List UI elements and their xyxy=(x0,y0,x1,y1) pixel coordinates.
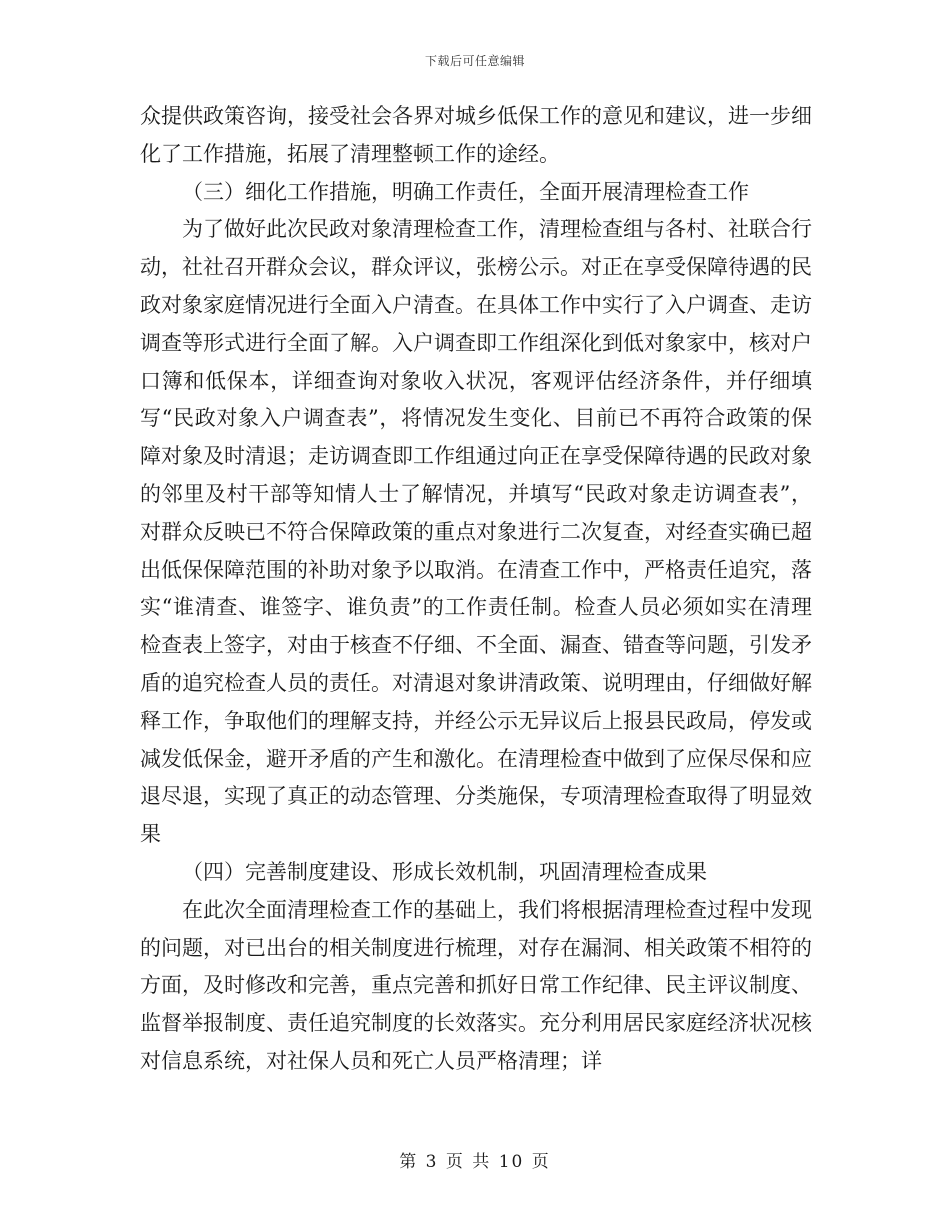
page-header: 下载后可任意编辑 xyxy=(424,54,525,68)
paragraph-continuation: 众提供政策咨询，接受社会各界对城乡低保工作的意见和建议，进一步细化了工作措施，拓展了清理整顿工作的途经。 xyxy=(140,104,812,166)
section-heading-four: （四）完善制度建设、形成长效机制，巩固清理检查成果 xyxy=(182,859,707,884)
paragraph-system-building: 在此次全面清理检查工作的基础上，我们将根据清理检查过程中发现的问题，对已出台的相关制度进行梳理，对存在漏洞、相关政策不相符的方面，及时修改和完善，重点完善和抓好日常工作纪律、民主评议制度、监督举报制度、责任追究制度的长效落实。充分利用居民家庭经济状况核对信息系统，对社保人员和死亡人员严格清理；详 xyxy=(140,897,812,1073)
section-heading-three: （三）细化工作措施，明确工作责任，全面开展清理检查工作 xyxy=(182,179,749,204)
document-body xyxy=(140,98,812,1081)
paragraph-inspection-work: 为了做好此次民政对象清理检查工作，清理检查组与各村、社联合行动，社社召开群众会议，群众评议，张榜公示。对正在享受保障待遇的民政对象家庭情况进行全面入户清查。在具体工作中实行了入户调查、走访调查等形式进行全面了解。入户调查即工作组深化到低对象家中，核对户口簿和低保本，详细查询对象收入状况，客观评估经济条件，并仔细填写“民政对象入户调查表”，将情况发生变化、目前已不再符合政策的保障对象及时清退；走访调查即工作组通过向正在享受保障待遇的民政对象的邻里及村干部等知情人士了解情况，并填写“民政对象走访调查表”，对群众反映已不符合保障政策的重点对象进行二次复查，对经查实确已超出低保保障范围的补助对象予以取消。在清查工作中，严格责任追究，落实“谁清查、谁签字、谁负责”的工作责任制。检查人员必须如实在清理检查表上签字，对由于核查不仔细、不全面、漏查、错查等问题，引发矛盾的追究检查人员的责任。对清退对象讲清政策、说明理由，仔细做好解释工作，争取他们的理解支持，并经公示无异议后上报县民政局，停发或减发低保金，避开矛盾的产生和激化。在清理检查中做到了应保尽保和应退尽退，实现了真正的动态管理、分类施保，专项清理检查取得了明显效果 xyxy=(140,217,812,847)
page-number: 第 3 页 共 10 页 xyxy=(399,1152,551,1172)
